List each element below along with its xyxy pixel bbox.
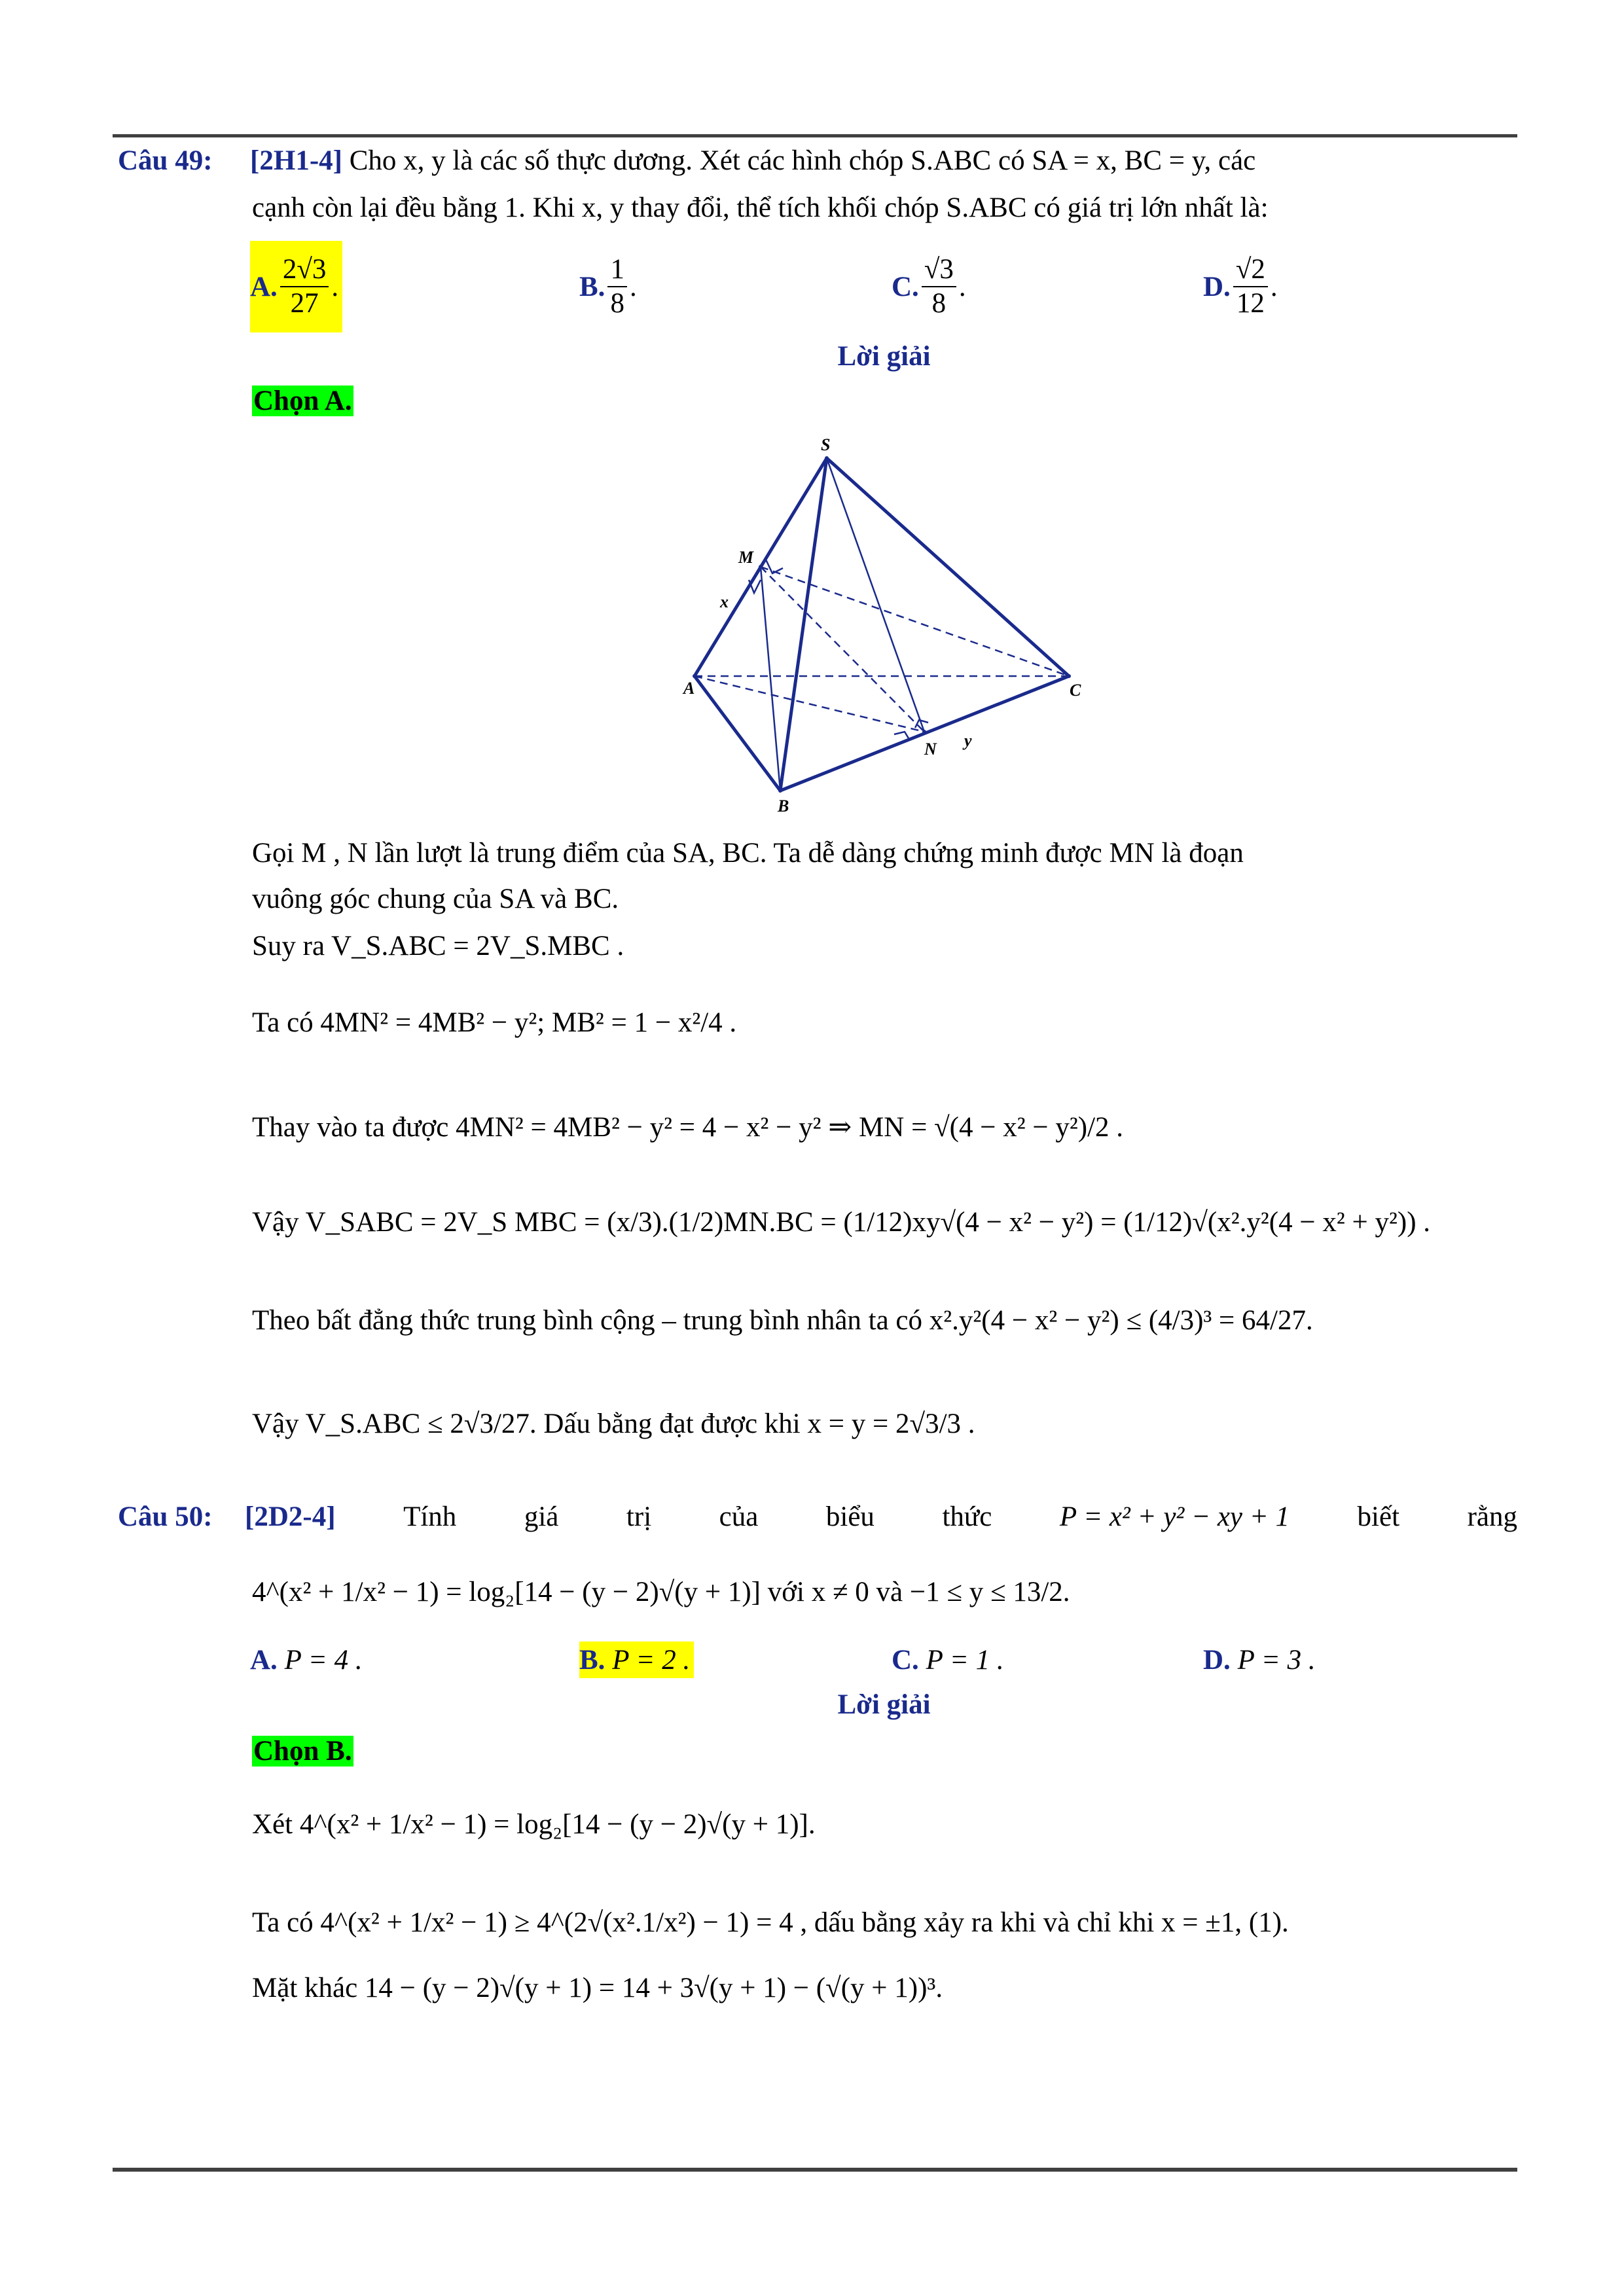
q49-sol-line-3: Suy ra V_S.ABC = 2V_S.MBC . [252, 931, 624, 961]
q50-head [118, 1499, 336, 1535]
edge-AB [695, 676, 780, 791]
q49-choice [252, 383, 353, 420]
q49-option-b[interactable] [579, 241, 637, 332]
q49-choice-text: Chọn A. [253, 386, 352, 416]
q50-option-d[interactable] [1203, 1641, 1316, 1678]
q50-choice [252, 1733, 353, 1770]
label-y: y [964, 731, 972, 750]
option-c-key: C. [892, 271, 919, 302]
q50-option-b-key: B. [579, 1644, 605, 1676]
q49-sol-line-1: Gọi M , N lần lượt là trung điểm của SA, BC. Ta dễ dàng chứng minh được MN là đoạn [252, 838, 1244, 869]
pyramid-figure [655, 425, 1113, 818]
point-M [759, 565, 763, 569]
q50-word-1: giá [524, 1501, 559, 1532]
q50-word-3: của [719, 1501, 759, 1532]
q50-word-2: trị [626, 1501, 652, 1532]
option-d-key: D. [1203, 271, 1231, 302]
q50-word-4: biểu [825, 1501, 875, 1532]
option-a-tail: . [331, 271, 339, 302]
point-A [693, 674, 696, 678]
q49-sol-line-7: Theo bất đẳng thức trung bình cộng – trung bình nhân ta có x².y²(4 − x² − y²) ≤ (4/3)³ = 64/27. [252, 1305, 1313, 1336]
option-b-fraction [607, 253, 627, 320]
option-d-den: 12 [1236, 288, 1265, 319]
point-N [922, 730, 926, 734]
option-a-fraction [280, 253, 329, 320]
q49-stem-text1: Cho x, y là các số thực dương. Xét các hình chóp S.ABC có SA = x, BC = y, các [349, 145, 1256, 176]
q50-word-0: Tính [403, 1501, 457, 1532]
option-d-fraction [1233, 253, 1268, 320]
q49-tag: [2H1-4] [250, 145, 342, 176]
q50-word-6: P = x² + y² − xy + 1 [1059, 1501, 1290, 1532]
segment-MN [761, 567, 924, 732]
q49-sol-line-2: vuông góc chung của SA và BC. [252, 884, 619, 914]
q50-label: Câu 50: [118, 1501, 213, 1532]
label-S: S [821, 435, 831, 454]
point-B [778, 789, 782, 793]
q50-word-7: biết [1357, 1501, 1400, 1532]
q50-option-c-text: P = 1 . [926, 1644, 1004, 1676]
q49-option-a[interactable] [250, 241, 342, 332]
label-B: B [778, 797, 789, 816]
q50-sol-line-2: Ta có 4^(x² + 1/x² − 1) ≥ 4^(2√(x².1/x²) − 1) = 4 , dấu bằng xảy ra khi và chỉ khi x = ±1, (1). [252, 1907, 1289, 1938]
footer-rule [113, 2168, 1517, 2172]
option-c-tail: . [958, 271, 966, 302]
q50-stem-line1 [118, 1499, 1517, 1535]
option-c-fraction [922, 253, 956, 320]
q50-tag: [2D2-4] [245, 1501, 336, 1532]
edge-SC [827, 458, 1069, 676]
q49-sol-line-5: Thay vào ta được 4MN² = 4MB² − y² = 4 − x² − y² ⇒ MN = √(4 − x² − y²)/2 . [252, 1112, 1124, 1143]
label-C: C [1070, 681, 1081, 700]
q49-solution-title: Lời giải [837, 341, 931, 372]
q50-sol-line-3: Mặt khác 14 − (y − 2)√(y + 1) = 14 + 3√(y + 1) − (√(y + 1))³. [252, 1973, 943, 2003]
q50-option-a-key: A. [250, 1644, 278, 1676]
option-b-den: 8 [610, 288, 624, 319]
q49-stem-line2 [252, 190, 1269, 226]
segment-MB [761, 567, 780, 791]
option-b-tail: . [629, 271, 637, 302]
q50-choice-text: Chọn B. [253, 1736, 352, 1767]
q50-option-b-text: P = 2 . [612, 1644, 691, 1676]
point-S [825, 456, 829, 460]
right-angle-mark-n2 [894, 732, 909, 738]
q50-option-b[interactable] [579, 1641, 694, 1678]
option-a-key: A. [250, 271, 278, 302]
q49-stem-text2: cạnh còn lại đều bằng 1. Khi x, y thay đổi, thể tích khối chóp S.ABC có giá trị lớn nhất là: [252, 192, 1269, 223]
option-a-num: 2√3 [280, 253, 329, 287]
option-d-num: √2 [1233, 253, 1268, 287]
option-b-key: B. [579, 271, 605, 302]
label-x: x [720, 592, 729, 611]
q49-option-d[interactable] [1203, 241, 1278, 332]
point-C [1067, 674, 1071, 678]
option-d-tail: . [1270, 271, 1278, 302]
q50-word-5: thức [942, 1501, 992, 1532]
q50-word-8: rằng [1467, 1501, 1517, 1532]
q50-solution-title: Lời giải [837, 1689, 931, 1720]
q50-stem-line2: 4^(x² + 1/x² − 1) = log₂[14 − (y − 2)√(y + 1)] với x ≠ 0 và −1 ≤ y ≤ 13/2. [252, 1577, 1070, 1607]
option-c-den: 8 [931, 288, 947, 319]
q50-sol-line-1: Xét 4^(x² + 1/x² − 1) = log₂[14 − (y − 2)√(y + 1)]. [252, 1809, 816, 1840]
label-M: M [738, 548, 754, 567]
q50-option-d-key: D. [1203, 1644, 1231, 1676]
segment-MC [761, 567, 1069, 676]
q50-option-c-key: C. [892, 1644, 919, 1676]
option-a-den: 27 [290, 288, 319, 319]
q49-sol-line-6: Vậy V_SABC = 2V_S MBC = (x/3).(1/2)MN.BC = (1/12)xy√(4 − x² − y²) = (1/12)√(x².y²(4 − x² + y²)) . [252, 1207, 1431, 1238]
q49-sol-line-8: Vậy V_S.ABC ≤ 2√3/27. Dấu bằng đạt được khi x = y = 2√3/3 . [252, 1408, 975, 1439]
q50-option-a[interactable] [250, 1641, 363, 1678]
q49-label: Câu 49: [118, 145, 213, 176]
label-N: N [924, 740, 937, 759]
option-c-num: √3 [922, 253, 956, 287]
edge-SB [780, 458, 827, 791]
label-A: A [683, 679, 695, 698]
header-rule [113, 134, 1517, 137]
q50-option-a-text: P = 4 . [284, 1644, 363, 1676]
q50-option-c[interactable] [892, 1641, 1004, 1678]
q49-sol-line-4: Ta có 4MN² = 4MB² − y²; MB² = 1 − x²/4 . [252, 1007, 737, 1038]
option-b-num: 1 [607, 253, 627, 287]
q49-option-c[interactable] [892, 241, 966, 332]
q49-stem-line1 [118, 143, 1517, 179]
q50-option-d-text: P = 3 . [1237, 1644, 1316, 1676]
